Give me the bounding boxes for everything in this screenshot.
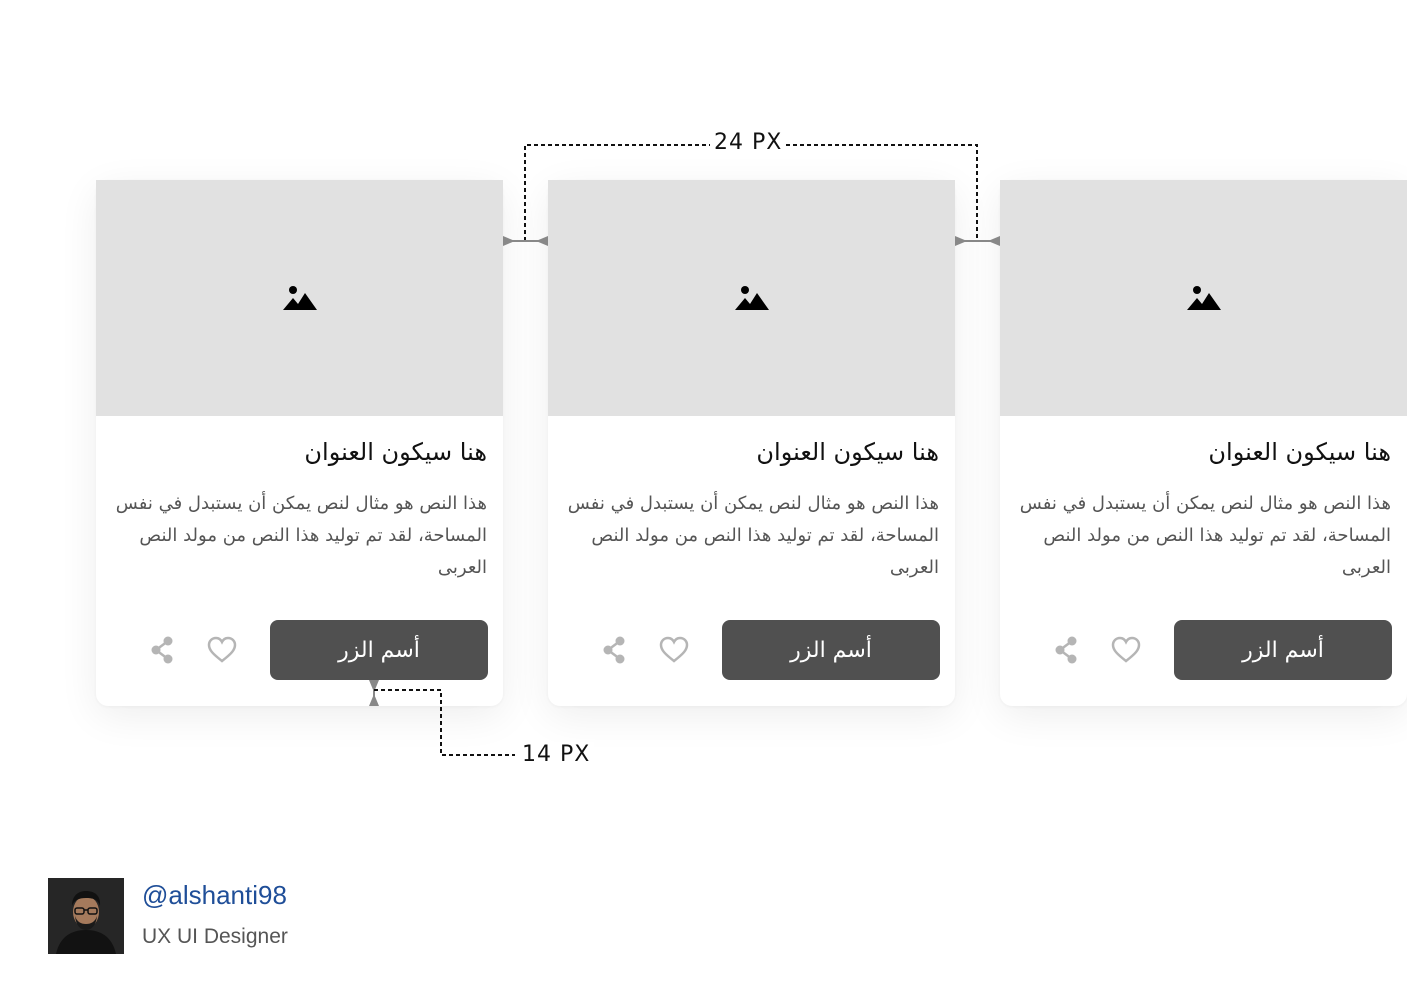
card-description: هذا النص هو مثال لنص يمكن أن يستبدل في نفس المساحة، لقد تم توليد هذا النص من مولد النص العربى	[115, 493, 487, 578]
card-title: هنا سيكون العنوان	[756, 438, 939, 466]
avatar	[48, 878, 124, 954]
image-icon	[734, 284, 770, 312]
card-title: هنا سيكون العنوان	[1208, 438, 1391, 466]
card-action-button[interactable]: أسم الزر	[270, 620, 488, 680]
gap-marker-arrow	[988, 236, 1000, 246]
author-handle[interactable]: @alshanti98	[142, 880, 287, 910]
padding-label: 14 PX	[518, 742, 594, 767]
heart-icon[interactable]	[1109, 633, 1143, 667]
share-icon[interactable]	[1049, 633, 1083, 667]
card-action-button[interactable]: أسم الزر	[722, 620, 940, 680]
share-icon[interactable]	[597, 633, 631, 667]
share-icon[interactable]	[145, 633, 179, 667]
card-image-placeholder	[96, 180, 503, 416]
card-title: هنا سيكون العنوان	[304, 438, 487, 466]
card-image-placeholder	[548, 180, 955, 416]
author-role: UX UI Designer	[142, 925, 288, 948]
image-icon	[282, 284, 318, 312]
image-icon	[1186, 284, 1222, 312]
card-action-button[interactable]: أسم الزر	[1174, 620, 1392, 680]
card-3	[1000, 180, 1407, 706]
card-1	[96, 180, 503, 706]
heart-icon[interactable]	[205, 633, 239, 667]
card-description: هذا النص هو مثال لنص يمكن أن يستبدل في نفس المساحة، لقد تم توليد هذا النص من مولد النص العربى	[1019, 493, 1391, 578]
author-profile	[48, 878, 288, 954]
gap-marker-arrow	[955, 236, 967, 246]
gap-marker-arrow	[536, 236, 548, 246]
card-image-placeholder	[1000, 180, 1407, 416]
gap-label: 24 PX	[710, 130, 786, 155]
heart-icon[interactable]	[657, 633, 691, 667]
card-description: هذا النص هو مثال لنص يمكن أن يستبدل في نفس المساحة، لقد تم توليد هذا النص من مولد النص العربى	[567, 493, 939, 578]
card-2	[548, 180, 955, 706]
gap-marker-arrow	[503, 236, 515, 246]
